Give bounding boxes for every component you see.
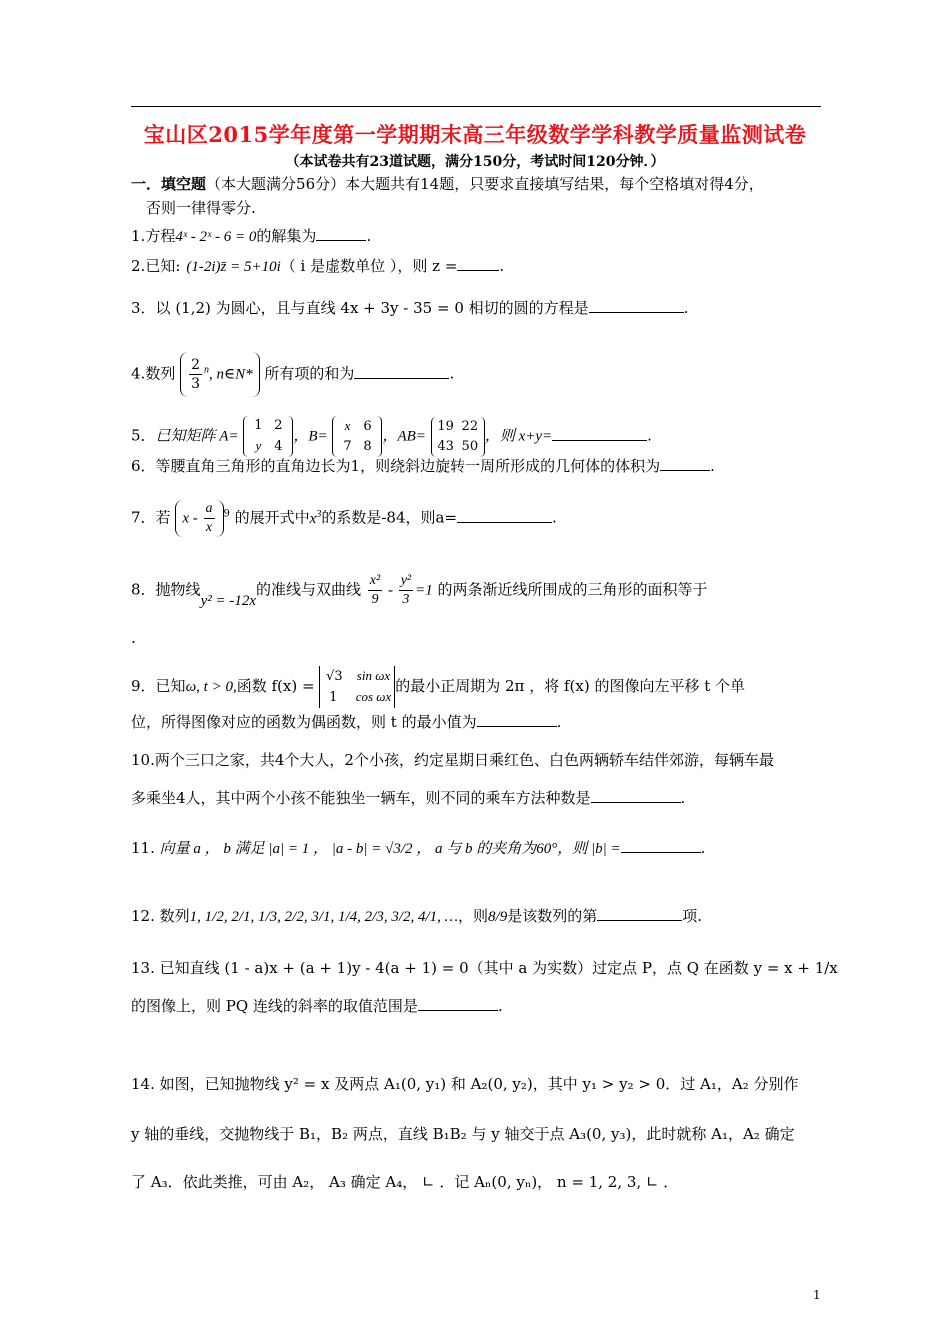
- matrix-a-cell: 4: [274, 439, 283, 454]
- q11-end: .: [700, 839, 706, 857]
- q4-text: 数列: [145, 364, 176, 383]
- q1-text: 方程: [145, 227, 176, 245]
- question-10: [131, 750, 774, 770]
- q10-line2-text: 多乘坐4人，其中两个小孩不能独坐一辆车，则不同的乘车方法种数是: [131, 789, 591, 807]
- question-1: [131, 226, 371, 247]
- matrix-a-cell: 2: [274, 418, 283, 433]
- det-cell: sin ωx: [356, 668, 391, 683]
- q8-parabola: y² = -12x: [200, 592, 256, 609]
- section-title: 填空题: [161, 175, 207, 193]
- matrix-ab-cell: 22: [461, 418, 479, 434]
- matrix-ab-cell: 43: [437, 438, 454, 454]
- q2-equation: (1-2i)z̄ = 5+10i: [186, 259, 281, 275]
- matrix-b-cell: 6: [363, 419, 372, 434]
- q9-function: 函数 f(x) =: [236, 677, 315, 695]
- q5-number: 5．: [131, 426, 156, 445]
- question-9: [131, 666, 745, 708]
- q5-end: .: [647, 426, 652, 445]
- q3-end: .: [683, 299, 689, 317]
- question-12: [131, 906, 702, 927]
- matrix-b: [332, 416, 382, 457]
- q5-ab-label: ，AB=: [382, 428, 426, 445]
- q8-text: 抛物线: [155, 580, 201, 599]
- q11-number: 11.: [131, 839, 155, 857]
- q8-frac-2: $\frac{\text{y²}}{3}$: [400, 573, 412, 607]
- q13-line2-text: 的图像上，则 PQ 连线的斜率的取值范围是: [131, 997, 418, 1015]
- header-rule: [131, 106, 821, 107]
- q4-fraction: $\frac{2}{3}$: [191, 357, 201, 392]
- q6-end: .: [710, 457, 715, 475]
- question-6: [131, 456, 715, 476]
- section-heading: [131, 174, 764, 194]
- q3-text: 以 (1,2) 为圆心，且与直线 4x + 3y - 35 = 0 相切的圆的方程是: [155, 299, 589, 317]
- exam-title: 宝山区2015学年度第一学期期末高三年级数学学科教学质量监测试卷: [143, 122, 807, 147]
- det-cell: cos ωx: [355, 689, 392, 704]
- q10-line-2: [131, 788, 685, 808]
- q7-number: 7．: [131, 508, 156, 527]
- q7-post: 的展开式中: [234, 508, 310, 527]
- q8-post: 的两条渐近线所围成的三角形的面积等于: [437, 580, 708, 599]
- section-description-2: 否则一律得零分.: [146, 199, 256, 217]
- q2-number: 2.: [131, 257, 146, 275]
- question-7: 7．若 x - $\frac{a}{x}$ $^9$ 的展开式中$x^3$的系数是-84，则a= .: [131, 501, 557, 535]
- q9-post: 的最小正周期为 2π ，将 f(x) 的图像向左平移 t 个单: [395, 677, 746, 695]
- q10-answer-blank[interactable]: [591, 788, 681, 803]
- q2-answer-blank[interactable]: [457, 256, 499, 271]
- q3-answer-blank[interactable]: [589, 298, 684, 313]
- q3-number: 3．: [131, 299, 156, 317]
- det-cell: 1: [329, 690, 338, 705]
- question-14: [131, 1074, 799, 1094]
- q12-sequence: 1, 1/2, 2/1, 1/3, 2/2, 3/1, 1/4, 2/3, 3/2, 4/1, …: [189, 909, 459, 925]
- q9-answer-blank[interactable]: [477, 712, 557, 727]
- q4-sequence-brace: $\frac{2}{3}$ $^n$, n∈N*: [180, 352, 260, 397]
- q9-end: .: [556, 713, 562, 731]
- q12-number: 12.: [131, 907, 155, 925]
- q5-text: 已知矩阵 A=: [155, 428, 239, 445]
- q10-end: .: [680, 789, 686, 807]
- q8-mid: 的准线与双曲线: [256, 580, 362, 599]
- q12-fraction: 8/9: [488, 909, 508, 925]
- q7-end: .: [552, 508, 557, 527]
- q9-condition: ω, t > 0,: [185, 679, 237, 695]
- q6-text: 等腰直角三角形的直角边长为1，则绕斜边旋转一周所形成的几何体的体积为: [155, 457, 661, 475]
- q13-number: 13.: [131, 959, 155, 977]
- question-5: [131, 416, 652, 457]
- q11-text: 向量 a ， b 满足 |a| = 1 ， |a - b| = √3/2 ， a 与 b 的夹角为60°，则 |b| =: [159, 841, 621, 857]
- q13-end: .: [497, 997, 503, 1015]
- q1-end: .: [366, 227, 372, 245]
- q14-line-2: y 轴的垂线，交抛物线于 B₁，B₂ 两点，直线 B₁B₂ 与 y 轴交于点 A₃(0, y₃)，此时就称 A₁，A₂ 确定: [131, 1125, 795, 1143]
- q11-answer-blank[interactable]: [621, 838, 701, 853]
- det-cell: √3: [326, 669, 343, 684]
- q9-number: 9．: [131, 677, 156, 695]
- q1-answer-blank[interactable]: [316, 226, 366, 241]
- section-description: （本大题满分56分）本大题共有14题，只要求直接填写结果，每个空格填对得4分，: [206, 175, 764, 193]
- q7-binomial: x - $\frac{a}{x}$: [175, 500, 223, 537]
- question-4: [131, 352, 454, 397]
- matrix-ab-cell: 50: [461, 438, 479, 454]
- matrix-ab-cell: 19: [437, 418, 454, 434]
- q9-line-2: [131, 712, 561, 732]
- q13-line1: 已知直线 (1 - a)x + (a + 1)y - 4(a + 1) = 0（其中 a 为实数）过定点 P，点 Q 在函数 y = x + 1/x: [159, 959, 838, 977]
- matrix-ab: [431, 417, 485, 457]
- q13-line-2: [131, 996, 503, 1016]
- matrix-a-cell: 1: [254, 418, 263, 433]
- q2-mid: （ i 是虚数单位 ），则 z =: [280, 257, 458, 275]
- matrix-a: [243, 416, 293, 457]
- q12-answer-blank[interactable]: [597, 906, 682, 921]
- page-number: 1: [813, 1288, 821, 1302]
- q7-text: 若: [155, 508, 171, 527]
- q9-determinant: [319, 666, 395, 708]
- q8-frac-1: $\frac{\text{x²}}{9}$: [369, 573, 381, 607]
- q4-post: 所有项的和为: [264, 364, 355, 383]
- section-number: 一．: [131, 175, 162, 193]
- q12-text: 数列: [159, 907, 190, 925]
- q7-post2: 的系数是-84，则a=: [321, 508, 458, 527]
- q6-number: 6．: [131, 457, 156, 475]
- q2-text: 已知:: [145, 257, 181, 275]
- matrix-b-cell: 8: [363, 439, 372, 454]
- matrix-b-cell: 7: [343, 439, 352, 454]
- q1-equation: 4ˣ - 2ˣ - 6 = 0: [175, 229, 257, 245]
- q14-number: 14.: [131, 1075, 155, 1093]
- q9-line2-text: 位，所得图像对应的函数为偶函数，则 t 的最小值为: [131, 713, 477, 731]
- q10-number: 10.: [131, 751, 155, 769]
- q5-post: ，则 x+y=: [484, 428, 553, 445]
- question-2: [131, 256, 504, 277]
- q12-post: 是该数列的第: [507, 907, 598, 925]
- question-13: [131, 958, 838, 978]
- q1-number: 1.: [131, 227, 146, 245]
- q2-end: .: [499, 257, 505, 275]
- question-3: [131, 298, 688, 318]
- matrix-a-cell: y: [255, 438, 262, 453]
- q9-text: 已知: [155, 677, 186, 695]
- q4-answer-blank[interactable]: [354, 364, 449, 379]
- q12-end: 项.: [682, 907, 702, 925]
- q8-number: 8．: [131, 580, 156, 599]
- matrix-b-cell: x: [344, 418, 351, 433]
- q14-line1: 如图，已知抛物线 y² = x 及两点 A₁(0, y₁) 和 A₂(0, y₂)，其中 y₁ > y₂ > 0．过 A₁，A₂ 分别作: [159, 1075, 799, 1093]
- q1-post: 的解集为: [256, 227, 317, 245]
- q14-line-3: 了 A₃．依此类推，可由 A₂， A₃ 确定 A₄， ∟ ．记 Aₙ(0, yₙ)， n = 1, 2, 3, ∟ ．: [131, 1173, 679, 1191]
- q5-answer-blank[interactable]: [552, 426, 647, 441]
- q4-number: 4.: [131, 364, 146, 383]
- q8-line-2: .: [131, 629, 136, 647]
- q7-answer-blank[interactable]: [457, 508, 552, 523]
- q10-line1: 两个三口之家，共4个大人，2个小孩，约定星期日乘红色、白色两辆轿车结伴郊游，每辆车最: [154, 751, 774, 769]
- question-8: 8．抛物线y² = -12x的准线与双曲线 $\frac{\text{x²}}{9}$ - $\frac{\text{y²}}{3}$ =1 的两条渐近线所围成的三角形的面积等于: [131, 573, 708, 609]
- exam-subtitle: （本试卷共有23道试题，满分150分，考试时间120分钟．）: [285, 154, 665, 170]
- q12-mid: ，则: [458, 907, 489, 925]
- q13-answer-blank[interactable]: [418, 996, 498, 1011]
- q4-end: .: [449, 364, 455, 383]
- question-11: [131, 838, 705, 859]
- q5-b-label: ，B=: [293, 428, 328, 445]
- q6-answer-blank[interactable]: [660, 456, 710, 471]
